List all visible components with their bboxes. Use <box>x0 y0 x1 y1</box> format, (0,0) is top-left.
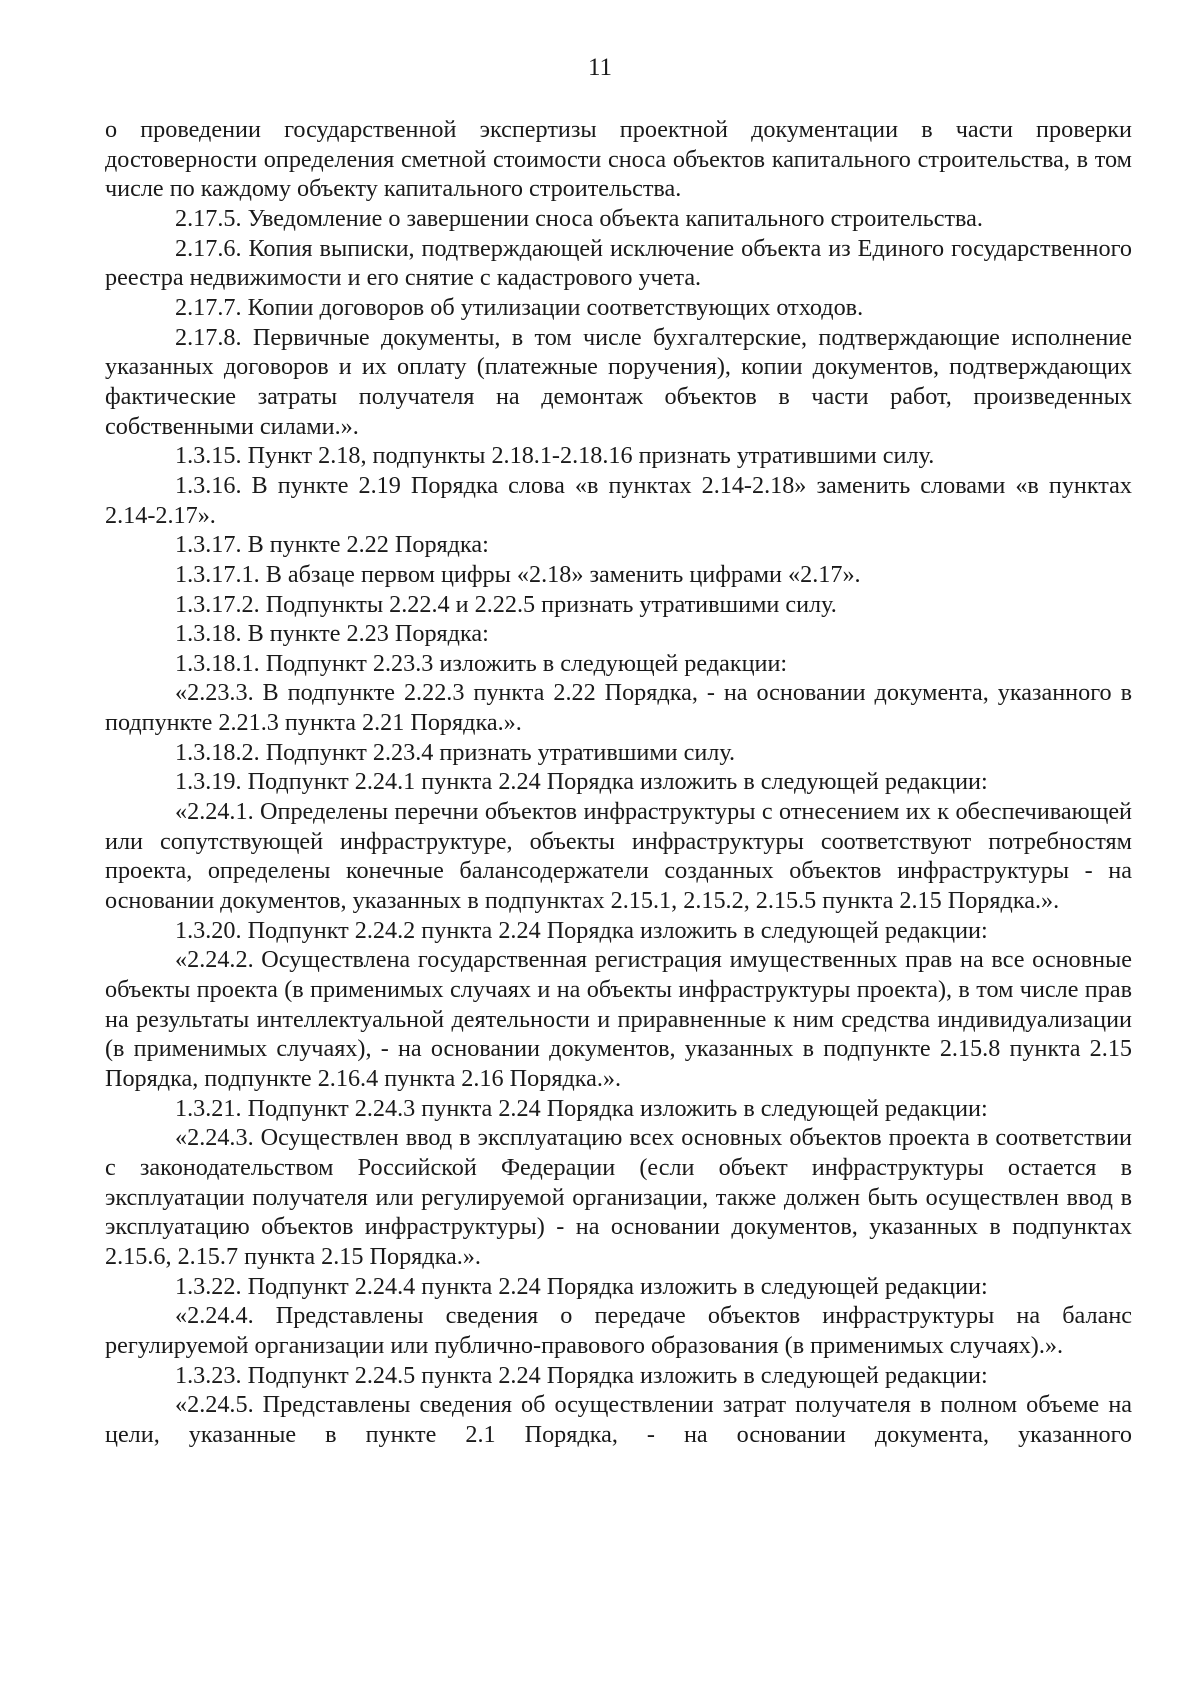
paragraph: 1.3.16. В пункте 2.19 Порядка слова «в пунктах 2.14-2.18» заменить словами «в пунктах 2.14-2.17». <box>105 471 1132 529</box>
paragraph: 1.3.19. Подпункт 2.24.1 пункта 2.24 Порядка изложить в следующей редакции: <box>175 768 988 796</box>
paragraph: «2.24.2. Осуществлена государственная регистрация имущественных прав на все основные объекты проекта (в применимых случаях и на объекты инфраструктуры проекта), в том числе прав на результаты интеллектуальной деятельности и приравненные к ним средства индивидуализации (в применимых случаях), - на основании документов, указанных в подпункте 2.15.8 пункта 2.15 Порядка, подпункте 2.16.4 пункта 2.16 Порядка.». <box>105 946 1132 1092</box>
paragraph: 2.17.6. Копия выписки, подтверждающей исключение объекта из Единого государственного реестра недвижимости и его снятие с кадастрового учета. <box>105 234 1132 292</box>
paragraph: 1.3.22. Подпункт 2.24.4 пункта 2.24 Порядка изложить в следующей редакции: <box>175 1272 988 1300</box>
paragraph: 1.3.17.1. В абзаце первом цифры «2.18» заменить цифрами «2.17». <box>175 560 861 588</box>
paragraph: о проведении государственной экспертизы проектной документации в части проверки достоверности определения сметной стоимости сноса объектов капитального строительства, в том числе по каждому объекту капитального строительства. <box>105 116 1132 203</box>
paragraph: «2.24.3. Осуществлен ввод в эксплуатацию всех основных объектов проекта в соответствии с законодательством Российской Федерации (если объект инфраструктуры остается в эксплуатации получателя или регулируемой организации, также должен быть осуществлен ввод в эксплуатацию объектов инфраструктуры) - на основании документов, указанных в подпунктах 2.15.6, 2.15.7 пункта 2.15 Порядка.». <box>105 1124 1132 1270</box>
paragraph: 1.3.17. В пункте 2.22 Порядка: <box>175 531 489 559</box>
paragraph: 1.3.21. Подпункт 2.24.3 пункта 2.24 Порядка изложить в следующей редакции: <box>175 1094 988 1122</box>
document-body <box>105 115 1132 1450</box>
paragraph: «2.24.1. Определены перечни объектов инфраструктуры с отнесением их к обеспечивающей или сопутствующей инфраструктуре, объекты инфраструктуры соответствуют потребностям проекта, определены конечные балансодержатели созданных объектов инфраструктуры - на основании документов, указанных в подпунктах 2.15.1, 2.15.2, 2.15.5 пункта 2.15 Порядка.». <box>105 798 1132 915</box>
paragraph: 2.17.5. Уведомление о завершении сноса объекта капитального строительства. <box>175 204 983 232</box>
paragraph: 2.17.7. Копии договоров об утилизации соответствующих отходов. <box>175 293 864 321</box>
paragraph: 1.3.18. В пункте 2.23 Порядка: <box>175 620 489 648</box>
paragraph: «2.24.4. Представлены сведения о передаче объектов инфраструктуры на баланс регулируемой организации или публично-правового образования (в применимых случаях).». <box>105 1302 1132 1359</box>
paragraph: 1.3.18.2. Подпункт 2.23.4 признать утратившими силу. <box>175 738 736 766</box>
paragraph: 1.3.20. Подпункт 2.24.2 пункта 2.24 Порядка изложить в следующей редакции: <box>175 916 988 944</box>
paragraph: 1.3.23. Подпункт 2.24.5 пункта 2.24 Порядка изложить в следующей редакции: <box>175 1361 988 1389</box>
paragraph: «2.24.5. Представлены сведения об осуществлении затрат получателя в полном объеме на цели, указанные в пункте 2.1 Порядка, - на основании документа, указанного <box>105 1391 1132 1448</box>
paragraph: 2.17.8. Первичные документы, в том числе бухгалтерские, подтверждающие исполнение указанных договоров и их оплату (платежные поручения), копии документов, подтверждающих фактические затраты получателя на демонтаж объектов в части работ, произведенных собственными силами.». <box>105 323 1132 440</box>
paragraph: 1.3.18.1. Подпункт 2.23.3 изложить в следующей редакции: <box>175 649 788 677</box>
page-number: 11 <box>587 54 613 81</box>
paragraph: 1.3.15. Пункт 2.18, подпункты 2.18.1-2.18.16 признать утратившими силу. <box>175 442 935 470</box>
paragraph: 1.3.17.2. Подпункты 2.22.4 и 2.22.5 признать утратившими силу. <box>175 590 837 618</box>
paragraph: «2.23.3. В подпункте 2.22.3 пункта 2.22 Порядка, - на основании документа, указанного в подпункте 2.21.3 пункта 2.21 Порядка.». <box>105 679 1132 737</box>
